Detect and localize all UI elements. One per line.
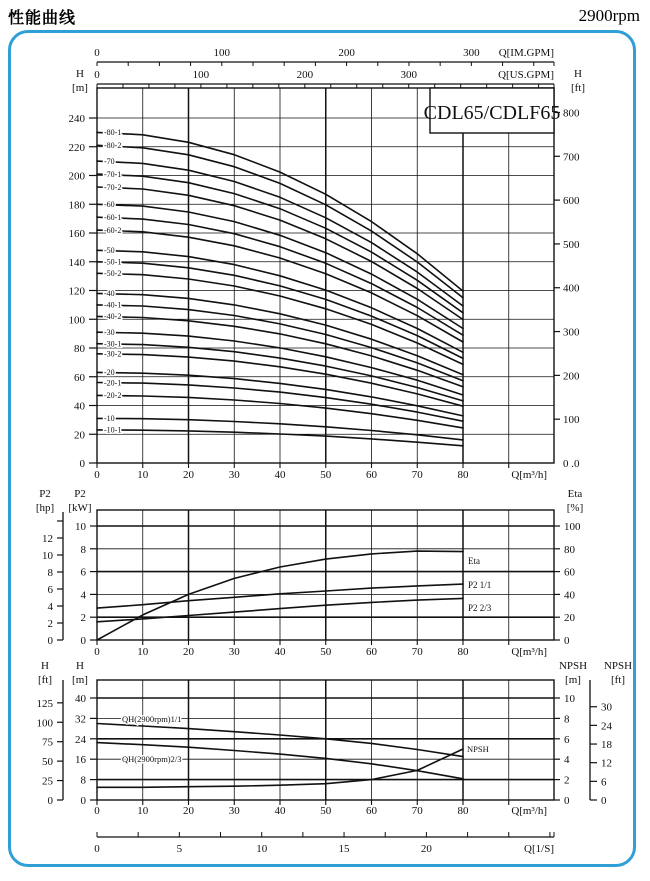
axis-caption-p2-kw: [kW] — [68, 502, 92, 514]
curve-label: -30-2 — [104, 349, 122, 359]
y-tick-label: 60 — [74, 371, 85, 384]
x-tick-label: 10 — [137, 646, 149, 658]
y-tick-label: 200 — [563, 370, 580, 383]
y-tick-label: 10 — [564, 693, 575, 705]
curve-label: Eta — [468, 556, 480, 566]
x-tick-label: 0 — [94, 646, 100, 658]
y-tick-label: 160 — [68, 228, 85, 240]
gpm-tick-label: 100 — [213, 47, 231, 59]
curve-label: -60-1 — [104, 212, 122, 222]
y-tick-label: 16 — [75, 754, 86, 767]
axis-caption-h-m: [m] — [72, 674, 88, 686]
curve-label: -80-2 — [104, 141, 122, 151]
x-tick-label: 60 — [366, 805, 377, 817]
y-tick-label: 30 — [601, 701, 612, 714]
y-tick-label: 6 — [47, 583, 53, 596]
x-tick-label: 50 — [320, 646, 332, 658]
y-tick-label: 8 — [47, 566, 53, 579]
x-tick-label: 10 — [137, 469, 149, 481]
y-tick-label: 0 .0 — [563, 458, 580, 470]
y-tick-label: 6 — [601, 776, 607, 789]
lps-tick-label: 0 — [94, 843, 100, 855]
y-tick-label: 140 — [68, 256, 85, 269]
x-tick-label: 40 — [274, 805, 286, 817]
y-tick-label: 24 — [601, 720, 612, 733]
curve-label: QH(2900rpm)1/1 — [122, 714, 182, 724]
curve-label: -70 — [104, 156, 115, 166]
axis-caption-h-ft: [ft] — [570, 82, 586, 94]
x-tick-label: 70 — [411, 646, 423, 658]
gpm-tick-label: 0 — [94, 69, 100, 81]
gpm-tick-label: 300 — [463, 47, 480, 59]
curve-label: -20-2 — [104, 391, 122, 401]
model-label: CDL65/CDLF65 — [423, 102, 561, 124]
y-tick-label: 24 — [75, 733, 86, 746]
x-axis-label: Q[m³/h] — [511, 469, 547, 481]
y-tick-label: 10 — [75, 521, 86, 533]
x-tick-label: 40 — [274, 469, 286, 481]
x-tick-label: 70 — [411, 469, 423, 481]
y-tick-label: 700 — [563, 151, 580, 164]
axis-caption-h-m: [m] — [72, 82, 88, 94]
y-tick-label: 32 — [75, 713, 86, 726]
gpm-tick-label: 200 — [296, 69, 314, 81]
curve-label: QH(2900rpm)2/3 — [122, 754, 182, 764]
gpm-tick-label: 0 — [94, 47, 100, 59]
gpm-tick-label: 200 — [338, 47, 355, 59]
y-tick-label: 10 — [42, 549, 53, 562]
curve-label: -40 — [104, 289, 115, 299]
x-tick-label: 10 — [137, 805, 149, 817]
y-tick-label: 2 — [564, 774, 570, 787]
y-tick-label: 100 — [68, 314, 85, 327]
y-tick-label: 20 — [74, 429, 85, 442]
axis-caption-p2-kw: P2 — [74, 488, 86, 500]
x-tick-label: 20 — [183, 469, 194, 481]
y-tick-label: 2 — [47, 617, 53, 630]
y-tick-label: 12 — [601, 757, 612, 770]
y-tick-label: 40 — [74, 400, 85, 413]
x-tick-label: 80 — [457, 469, 469, 481]
x-axis-label: Q[m³/h] — [511, 646, 547, 658]
curve-label: -70-2 — [104, 182, 122, 192]
curve-label: P2 1/1 — [468, 580, 492, 590]
y-tick-label: 0 — [601, 795, 607, 807]
curve-label: -20 — [104, 368, 115, 378]
curve-label: -20-1 — [104, 378, 122, 388]
curve-label: P2 2/3 — [468, 603, 492, 613]
x-tick-label: 30 — [228, 805, 240, 817]
gpm-axis-label: Q[US.GPM] — [498, 69, 554, 81]
y-tick-label: 80 — [564, 543, 575, 556]
y-tick-label: 75 — [42, 736, 53, 749]
y-tick-label: 8 — [564, 713, 570, 726]
curve-label: -40-2 — [104, 312, 122, 322]
axis-caption-eta: [%] — [566, 502, 584, 514]
axis-caption-npsh-ft: [ft] — [610, 674, 626, 686]
y-tick-label: 18 — [601, 739, 612, 752]
y-tick-label: 4 — [564, 754, 570, 767]
x-tick-label: 50 — [320, 805, 332, 817]
curve-label: -60-2 — [104, 225, 122, 235]
y-tick-label: 100 — [564, 521, 581, 533]
axis-caption-h-ft: [ft] — [37, 674, 53, 686]
curve-label: -50 — [104, 246, 115, 256]
y-tick-label: 0 — [564, 635, 570, 647]
axis-caption-npsh-m: [m] — [565, 674, 581, 686]
y-tick-label: 100 — [36, 717, 53, 730]
axis-caption-h-ft: H — [574, 68, 582, 80]
axis-caption-eta: Eta — [567, 488, 583, 500]
curve-label: -50-1 — [104, 257, 122, 267]
axis-caption-p2-hp: P2 — [39, 488, 51, 500]
axis-caption-npsh-m: NPSH — [558, 660, 588, 672]
x-tick-label: 30 — [228, 646, 240, 658]
y-tick-label: 60 — [564, 566, 575, 579]
y-tick-label: 40 — [75, 693, 86, 705]
y-tick-label: 120 — [68, 285, 85, 298]
x-tick-label: 50 — [320, 469, 332, 481]
y-tick-label: 8 — [80, 543, 86, 556]
y-tick-label: 4 — [47, 600, 53, 613]
axis-caption-h-m: H — [76, 660, 84, 672]
x-tick-label: 60 — [366, 646, 377, 658]
x-tick-label: 0 — [94, 469, 100, 481]
gpm-axis-label: Q[IM.GPM] — [498, 47, 554, 59]
y-tick-label: 0 — [80, 795, 86, 807]
x-tick-label: 80 — [457, 805, 469, 817]
y-tick-label: 240 — [68, 113, 85, 125]
x-tick-label: 70 — [411, 805, 423, 817]
y-tick-label: 2 — [80, 612, 86, 625]
lps-tick-label: 5 — [176, 843, 183, 855]
y-tick-label: 220 — [68, 141, 85, 154]
y-tick-label: 6 — [564, 733, 570, 746]
y-tick-label: 0 — [80, 635, 86, 647]
x-tick-label: 80 — [457, 646, 469, 658]
y-tick-label: 50 — [42, 756, 53, 769]
rpm-label: 2900rpm — [578, 6, 640, 25]
y-tick-label: 0 — [47, 795, 53, 807]
y-tick-label: 6 — [80, 566, 86, 579]
y-tick-label: 300 — [563, 326, 580, 339]
x-tick-label: 20 — [183, 805, 194, 817]
curve-label: -50-2 — [104, 269, 122, 279]
x-tick-label: 30 — [228, 469, 240, 481]
y-tick-label: 25 — [42, 775, 53, 788]
y-tick-label: 400 — [563, 282, 580, 295]
curve-label: NPSH — [467, 744, 489, 754]
y-tick-label: 100 — [563, 414, 580, 427]
x-axis-label: Q[m³/h] — [511, 805, 547, 817]
y-tick-label: 0 — [47, 635, 53, 647]
y-tick-label: 40 — [564, 589, 575, 602]
lps-tick-label: 20 — [420, 843, 432, 855]
curve-label: -10 — [104, 414, 115, 424]
axis-caption-p2-hp: [hp] — [35, 502, 55, 514]
gpm-tick-label: 300 — [400, 69, 417, 81]
x-tick-label: 40 — [274, 646, 286, 658]
x-tick-label: 20 — [183, 646, 194, 658]
y-tick-label: 125 — [36, 697, 53, 710]
axis-caption-h-m: H — [76, 68, 84, 80]
curve-label: -80-1 — [104, 128, 122, 138]
y-tick-label: 180 — [68, 199, 85, 212]
curve-label: -60 — [104, 200, 115, 210]
lps-tick-label: 10 — [256, 843, 268, 855]
y-tick-label: 0 — [79, 458, 85, 470]
y-tick-label: 12 — [42, 532, 53, 545]
curve-label: -40-1 — [104, 300, 122, 310]
y-tick-label: 600 — [563, 195, 580, 208]
axis-caption-h-ft: H — [41, 660, 49, 672]
y-tick-label: 80 — [74, 343, 85, 355]
page-title: 性能曲线 — [8, 8, 77, 27]
curve-label: -70-1 — [104, 169, 122, 179]
y-tick-label: 4 — [80, 589, 86, 602]
y-tick-label: 0 — [564, 795, 570, 807]
y-tick-label: 200 — [68, 170, 85, 183]
y-tick-label: 800 — [563, 107, 580, 120]
x-tick-label: 60 — [366, 469, 377, 481]
x-tick-label: 0 — [94, 805, 100, 817]
axis-caption-npsh-ft: NPSH — [603, 660, 633, 672]
gpm-tick-label: 100 — [192, 69, 210, 81]
lps-tick-label: 15 — [338, 843, 350, 855]
y-tick-label: 500 — [563, 238, 580, 251]
curve-label: -10-1 — [104, 425, 122, 435]
y-tick-label: 20 — [564, 612, 575, 625]
lps-axis-label: Q[1/S] — [524, 843, 554, 855]
y-tick-label: 8 — [80, 774, 86, 787]
curve-label: -30-1 — [104, 339, 122, 349]
curve-label: -30 — [104, 327, 115, 337]
